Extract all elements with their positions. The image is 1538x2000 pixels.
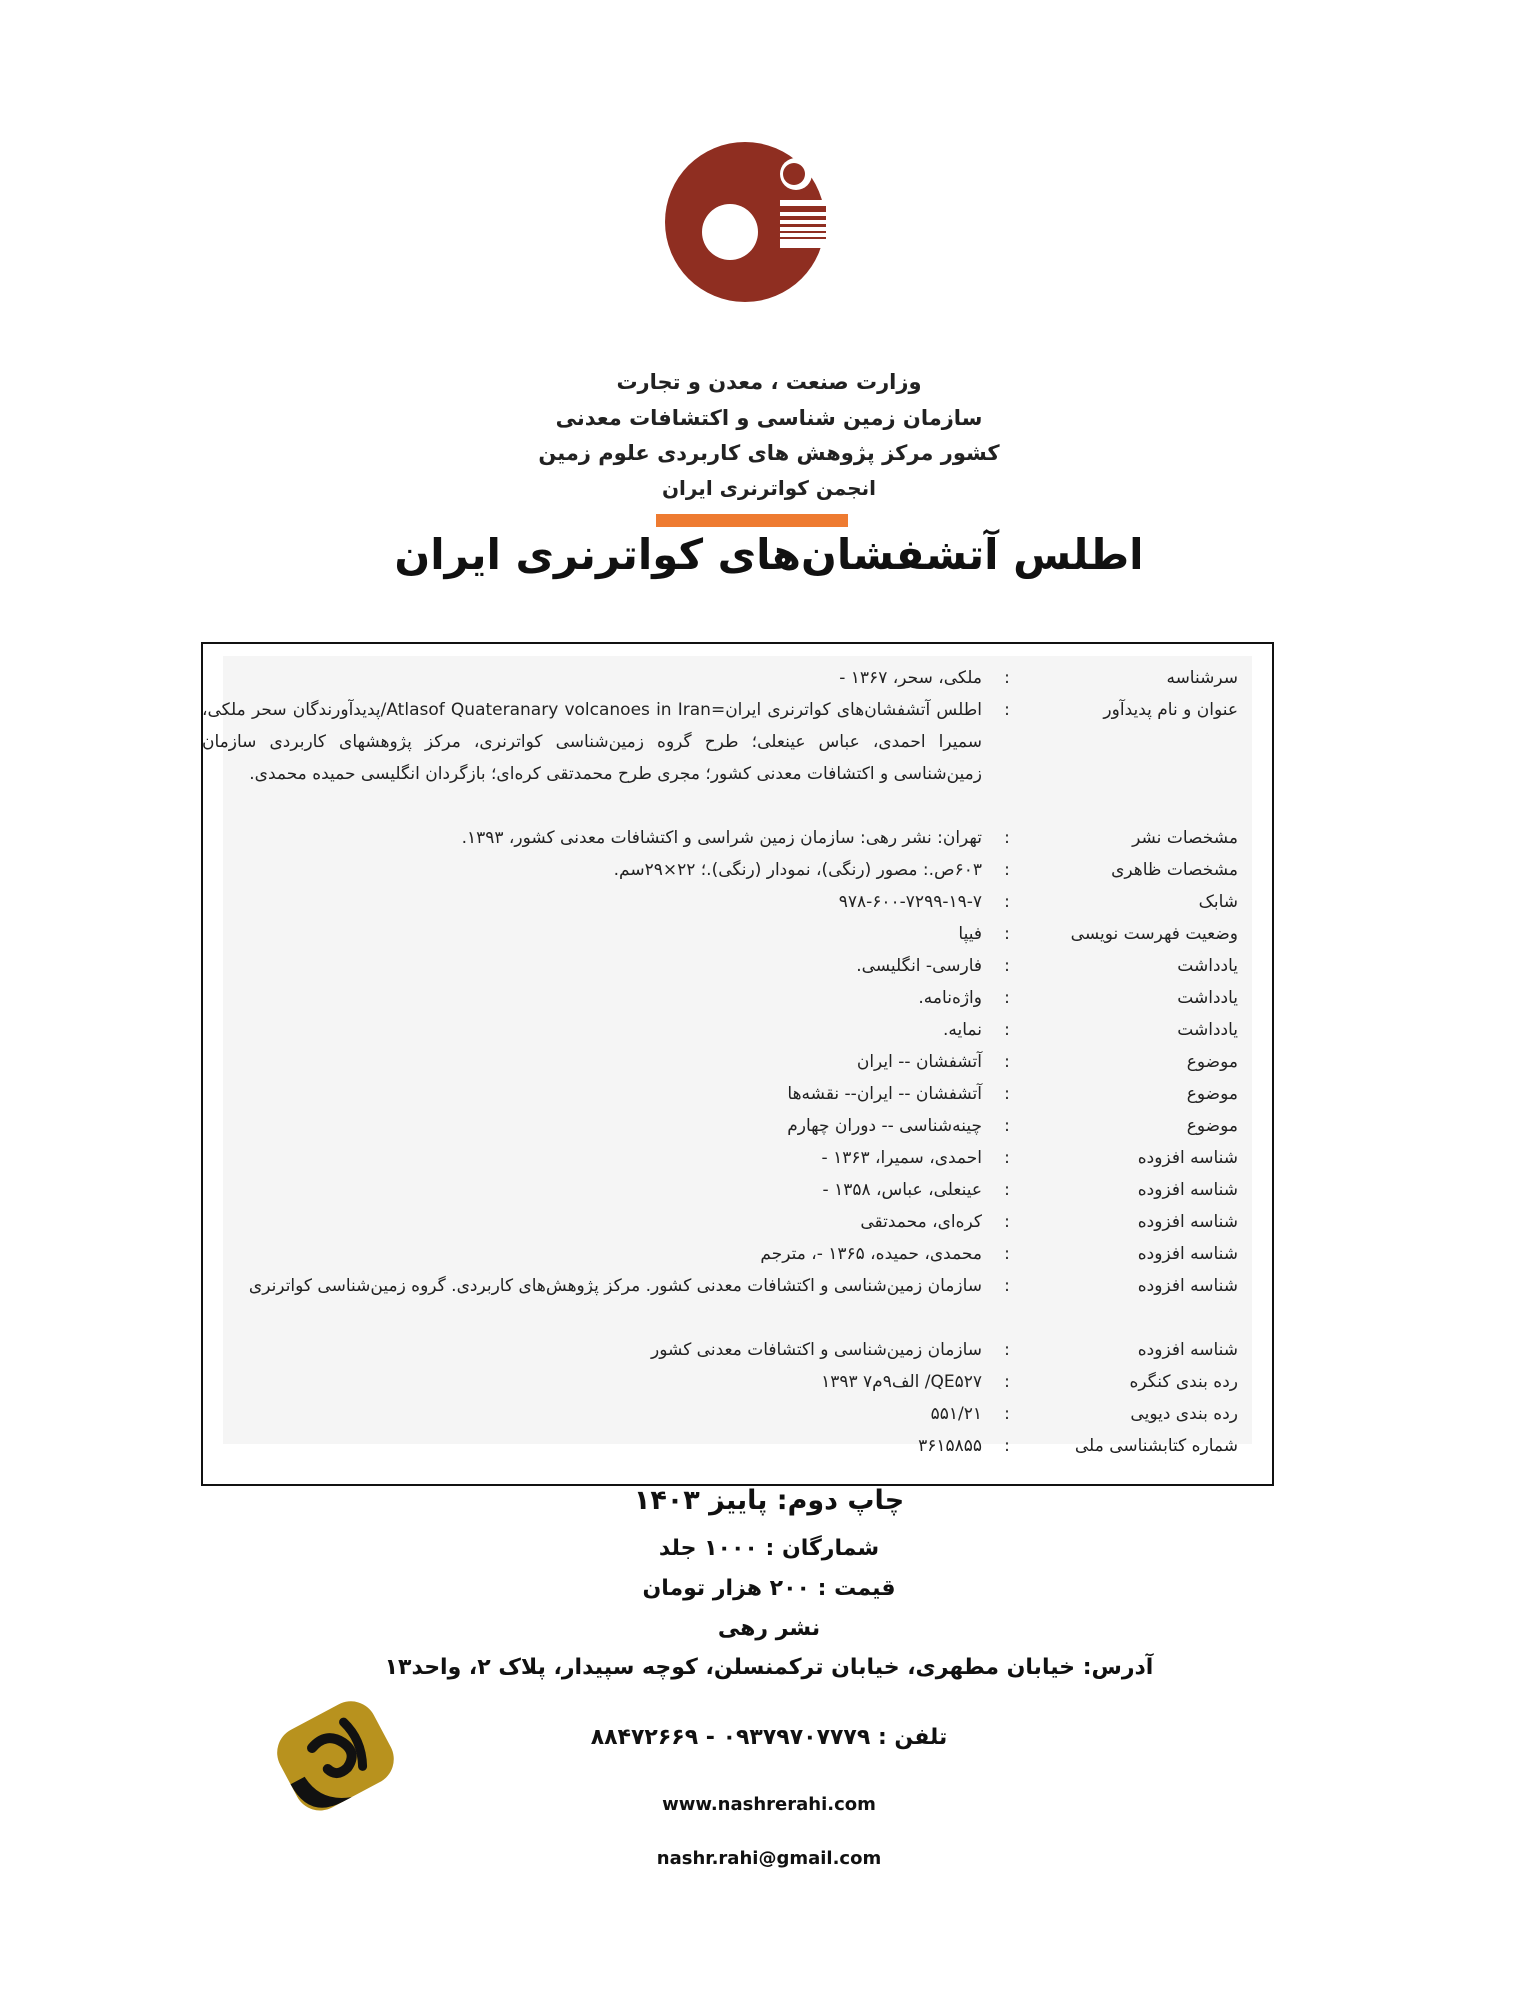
cip-label: شناسه افزوده: [1137, 1244, 1238, 1264]
edition-address: آدرس: خیابان مطهری، خیابان ترکمنسلن، کوچه سپیدار، پلاک ۲، واحد۱۳: [384, 1655, 1154, 1680]
cip-separator: :: [1004, 1020, 1010, 1040]
cip-separator: :: [1004, 892, 1010, 912]
cip-value: واژه‌نامه.: [918, 988, 982, 1008]
cip-label: یادداشت: [1177, 988, 1238, 1008]
cip-value: چینه‌شناسی -- دوران چهارم: [787, 1116, 982, 1136]
organization-logo-icon: [660, 140, 830, 305]
organization-heading: سازمان زمین شناسی و اکتشافات معدنی: [555, 406, 983, 430]
book-title: اطلس آتشفشان‌های کواترنری ایران: [394, 530, 1144, 579]
cip-label: شناسه افزوده: [1137, 1212, 1238, 1232]
website-link[interactable]: www.nashrerahi.com: [662, 1794, 876, 1815]
cip-separator: :: [1004, 668, 1010, 688]
cip-value: سازمان زمین‌شناسی و اکتشافات معدنی کشور: [651, 1340, 982, 1360]
cip-value: تهران: نشر رهی: سازمان زمین شراسی و اکتشافات معدنی کشور، ۱۳۹۳.: [461, 828, 982, 848]
cip-label: شناسه افزوده: [1137, 1148, 1238, 1168]
edition-phone: تلفن : ۰۹۳۷۹۷۰۷۷۷۹ - ۸۸۴۷۲۶۶۹: [590, 1725, 948, 1750]
cip-label: رده بندی دیویی: [1130, 1404, 1238, 1424]
cip-separator: :: [1004, 1180, 1010, 1200]
cip-label: موضوع: [1186, 1084, 1238, 1104]
cip-label: شناسه افزوده: [1137, 1276, 1238, 1296]
cataloging-in-publication-box: [201, 642, 1274, 1486]
cip-label: سرشناسه: [1166, 668, 1238, 688]
cip-value: اطلس آتشفشان‌های کواترنری ایران=Atlasof Quateranary volcanoes in Iran/پدیدآورندگان سحر ملکی، سمیرا احمدی، عباس عینعلی؛ طرح گروه زمین‌شناسی کواترنری، مرکز پژوهشهای کاربردی سازمان زمین‌شناسی و اکتشافات معدنی کشور؛ مجری طرح محمدتقی کره‌ای؛ بازگردان انگلیسی حمیده محمدی.: [202, 700, 982, 784]
cip-value: ۶۰۳ص.: مصور (رنگی)، نمودار (رنگی).؛ ۲۲×۲۹سم.: [613, 860, 982, 880]
cip-label: موضوع: [1186, 1052, 1238, 1072]
cip-value: ۳۶۱۵۸۵۵: [918, 1436, 982, 1456]
cip-separator: :: [1004, 1116, 1010, 1136]
cip-label: مشخصات ظاهری: [1111, 860, 1238, 880]
cip-value: عینعلی، عباس، ۱۳۵۸ -: [822, 1180, 982, 1200]
cip-value: آتشفشان -- ایران-- نقشه‌ها: [787, 1084, 982, 1104]
cip-panel: [202, 656, 1252, 1456]
email-link[interactable]: nashr.rahi@gmail.com: [656, 1848, 882, 1869]
ministry-heading: وزارت صنعت ، معدن و تجارت: [616, 370, 922, 394]
cip-label: یادداشت: [1177, 1020, 1238, 1040]
cip-separator: :: [1004, 1244, 1010, 1264]
cip-value: فیپا: [958, 924, 982, 944]
cip-value: احمدی، سمیرا، ۱۳۶۳ -: [821, 1148, 982, 1168]
cip-value: فارسی- انگلیسی.: [856, 956, 982, 976]
cip-label: شابک: [1198, 892, 1238, 912]
edition-print: چاپ دوم: پاییز ۱۴۰۳: [633, 1485, 905, 1516]
cip-label: وضعیت فهرست نویسی: [1070, 924, 1238, 944]
accent-underline: [656, 514, 848, 527]
cip-value: QE۵۲۷/ الف۹م۷ ۱۳۹۳: [821, 1372, 982, 1392]
cip-separator: :: [1004, 1084, 1010, 1104]
edition-price: قیمت : ۲۰۰ هزار تومان: [642, 1576, 896, 1601]
cip-separator: :: [1004, 700, 1010, 720]
cip-label: شماره کتابشناسی ملی: [1074, 1436, 1238, 1456]
cip-label: شناسه افزوده: [1137, 1180, 1238, 1200]
research-center-heading: کشور مرکز پژوهش های کاربردی علوم زمین: [538, 441, 1000, 465]
edition-publisher: نشر رهی: [717, 1616, 821, 1641]
cip-label: مشخصات نشر: [1132, 828, 1238, 848]
publisher-logo-icon: [270, 1690, 400, 1820]
cip-label: رده بندی کنگره: [1129, 1372, 1238, 1392]
cip-separator: :: [1004, 1436, 1010, 1456]
cip-value: سازمان زمین‌شناسی و اکتشافات معدنی کشور. مرکز پژوهش‌های کاربردی. گروه زمین‌شناسی کواترنری: [248, 1276, 982, 1296]
cip-separator: :: [1004, 924, 1010, 944]
cip-label: عنوان و نام پدیدآور: [1103, 700, 1238, 720]
cip-value: محمدی، حمیده، ۱۳۶۵ -، مترجم: [760, 1244, 982, 1264]
cip-value: کره‌ای، محمدتقی: [860, 1212, 982, 1232]
cip-value: ۹۷۸-۶۰۰-۷۲۹۹-۱۹-۷: [838, 892, 982, 912]
cip-label: شناسه افزوده: [1137, 1340, 1238, 1360]
society-heading: انجمن کواترنری ایران: [661, 476, 877, 500]
cip-separator: :: [1004, 1148, 1010, 1168]
cip-separator: :: [1004, 828, 1010, 848]
cip-separator: :: [1004, 1340, 1010, 1360]
cip-label: موضوع: [1186, 1116, 1238, 1136]
cip-separator: :: [1004, 1052, 1010, 1072]
cip-value: ۵۵۱/۲۱: [930, 1404, 982, 1424]
cip-separator: :: [1004, 1372, 1010, 1392]
cip-separator: :: [1004, 860, 1010, 880]
cip-separator: :: [1004, 1276, 1010, 1296]
cip-separator: :: [1004, 1212, 1010, 1232]
cip-value: ملکی، سحر، ۱۳۶۷ -: [839, 668, 982, 688]
edition-circulation: شمارگان : ۱۰۰۰ جلد: [658, 1536, 880, 1561]
cip-label: یادداشت: [1177, 956, 1238, 976]
cip-value: نمایه.: [943, 1020, 982, 1040]
cip-separator: :: [1004, 1404, 1010, 1424]
cip-separator: :: [1004, 988, 1010, 1008]
cip-separator: :: [1004, 956, 1010, 976]
cip-value: آتشفشان -- ایران: [856, 1052, 982, 1072]
